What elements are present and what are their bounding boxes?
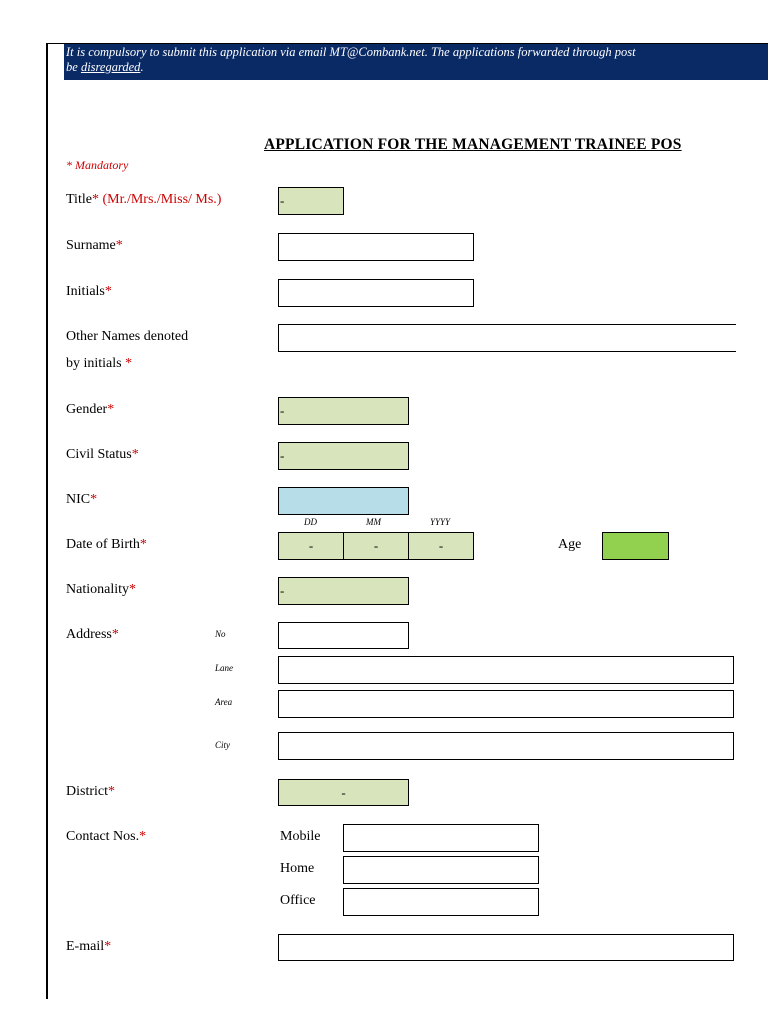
office-field[interactable] — [343, 888, 539, 916]
district-dropdown[interactable]: - — [278, 779, 409, 806]
email-field[interactable] — [278, 934, 734, 961]
other-names-label-line2: by initials * — [66, 356, 133, 371]
address-city-field[interactable] — [278, 732, 734, 760]
dob-month-dropdown[interactable]: - — [343, 532, 409, 560]
nic-field[interactable] — [278, 487, 409, 515]
address-no-label: No — [215, 629, 226, 639]
other-names-field[interactable] — [278, 324, 736, 352]
dob-yyyy-header: YYYY — [430, 517, 451, 527]
mobile-label: Mobile — [280, 829, 321, 844]
dob-label: Date of Birth* — [66, 537, 147, 552]
home-label: Home — [280, 861, 315, 876]
dob-year-dropdown[interactable]: - — [408, 532, 474, 560]
district-label: District* — [66, 784, 115, 799]
form-title: APPLICATION FOR THE MANAGEMENT TRAINEE POS — [264, 136, 682, 153]
dob-dd-header: DD — [304, 517, 317, 527]
gender-dropdown[interactable]: - — [278, 397, 409, 425]
notice-line-2: be disregarded. — [66, 60, 144, 74]
nationality-dropdown[interactable]: - — [278, 577, 409, 605]
gender-label: Gender* — [66, 402, 115, 417]
surname-label: Surname* — [66, 238, 123, 253]
age-field — [602, 532, 669, 560]
notice-line-1: It is compulsory to submit this application via email MT@Combank.net. The applications forwarded through post — [66, 45, 636, 59]
address-label: Address* — [66, 627, 119, 642]
title-dropdown[interactable]: - — [278, 187, 344, 215]
office-label: Office — [280, 893, 316, 908]
dob-mm-header: MM — [366, 517, 381, 527]
civil-status-dropdown[interactable]: - — [278, 442, 409, 470]
sheet-left-border — [46, 43, 48, 999]
title-label: Title* (Mr./Mrs./Miss/ Ms.) — [66, 192, 222, 207]
address-city-label: City — [215, 740, 230, 750]
age-label: Age — [558, 537, 582, 552]
mandatory-note: * Mandatory — [66, 158, 129, 172]
address-area-field[interactable] — [278, 690, 734, 718]
surname-field[interactable] — [278, 233, 474, 261]
home-field[interactable] — [343, 856, 539, 884]
other-names-label-line1: Other Names denoted — [66, 329, 189, 344]
address-area-label: Area — [215, 697, 233, 707]
dob-day-dropdown[interactable]: - — [278, 532, 344, 560]
nic-label: NIC* — [66, 492, 98, 507]
contact-label: Contact Nos.* — [66, 829, 147, 844]
address-lane-field[interactable] — [278, 656, 734, 684]
nationality-label: Nationality* — [66, 582, 136, 597]
address-lane-label: Lane — [215, 663, 233, 673]
civil-status-label: Civil Status* — [66, 447, 139, 462]
disregarded-text: disregarded — [80, 60, 141, 74]
submission-notice-banner — [64, 44, 768, 80]
address-no-field[interactable] — [278, 622, 409, 649]
initials-field[interactable] — [278, 279, 474, 307]
email-label: E-mail* — [66, 939, 112, 954]
initials-label: Initials* — [66, 284, 112, 299]
mobile-field[interactable] — [343, 824, 539, 852]
